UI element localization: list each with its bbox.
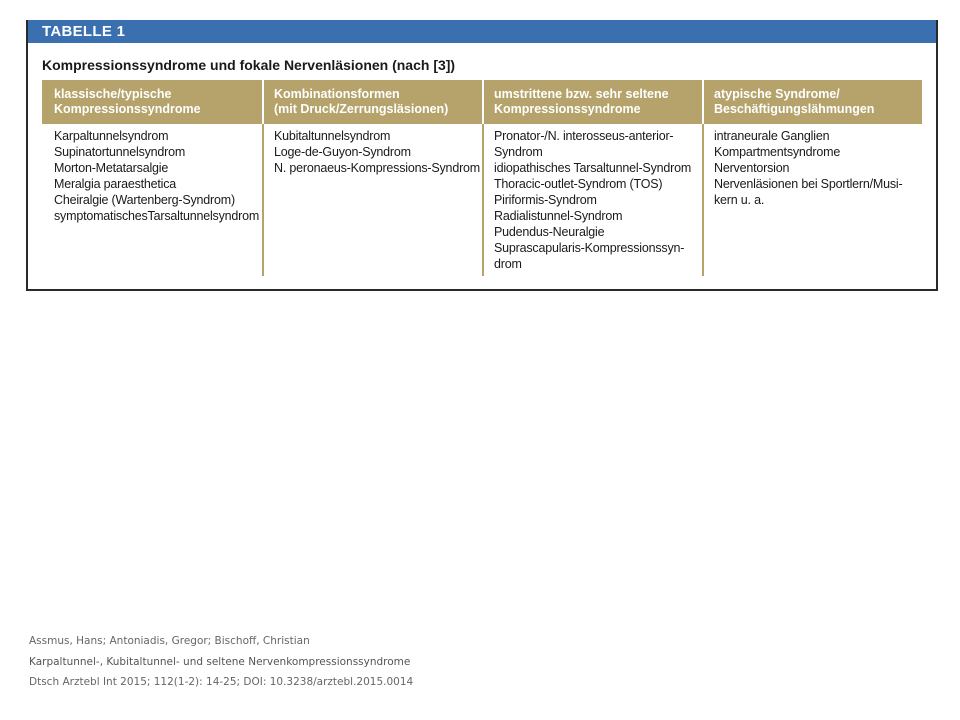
column-header-4-line2: Beschäftigungslähmungen	[714, 102, 875, 116]
column-header-2-line2: (mit Druck/Zerrungsläsionen)	[274, 102, 449, 116]
citation-authors: Assmus, Hans; Antoniadis, Gregor; Bischoff, Christian	[29, 635, 310, 647]
list-item: idiopathisches Tarsaltunnel-Syndrom	[494, 161, 692, 175]
list-item: Nerventorsion	[714, 161, 790, 175]
list-item: Pudendus-Neuralgie	[494, 225, 605, 239]
column-header-3-line1: umstrittene bzw. sehr seltene	[494, 87, 669, 101]
list-item: Syndrom	[494, 145, 543, 159]
citation-title: Karpaltunnel-, Kubitaltunnel- und seltene Nervenkompressionssyndrome	[29, 656, 411, 668]
list-item: intraneurale Ganglien	[714, 129, 830, 143]
list-item: Cheiralgie (Wartenberg-Syndrom)	[54, 193, 235, 207]
column-header-1-line1: klassische/typische	[54, 87, 172, 101]
column-header-4-line1: atypische Syndrome/	[714, 87, 840, 101]
table-title: Kompressionssyndrome und fokale Nervenläsionen (nach [3])	[42, 57, 456, 73]
table-banner	[28, 20, 936, 43]
list-item: Radialistunnel-Syndrom	[494, 209, 623, 223]
column-header-1-line2: Kompressionssyndrome	[54, 102, 201, 116]
column-3-list	[494, 128, 691, 272]
list-item: Piriformis-Syndrom	[494, 193, 597, 207]
column-header-2-line1: Kombinationsformen	[274, 87, 400, 101]
list-item: symptomatischesTarsaltunnelsyndrom	[54, 209, 260, 223]
column-header-1	[54, 87, 201, 117]
column-header-3-line2: Kompressionssyndrome	[494, 102, 641, 116]
list-item: Suprascapularis-Kompressionssyn-	[494, 241, 685, 255]
list-item: drom	[494, 257, 522, 271]
list-item: Thoracic-outlet-Syndrom (TOS)	[494, 177, 663, 191]
list-item: Meralgia paraesthetica	[54, 177, 177, 191]
list-item: kern u. a.	[714, 193, 765, 207]
column-4-list	[714, 128, 902, 208]
column-divider	[482, 124, 484, 276]
citation-source: Dtsch Arztebl Int 2015; 112(1-2): 14-25; DOI: 10.3238/arztebl.2015.0014	[29, 676, 414, 688]
list-item: Kompartmentsyndrome	[714, 145, 841, 159]
list-item: Pronator-/N. interosseus-anterior-	[494, 129, 674, 143]
column-divider	[262, 124, 264, 276]
list-item: Morton-Metatarsalgie	[54, 161, 169, 175]
list-item: Loge-de-Guyon-Syndrom	[274, 145, 411, 159]
column-1-list	[54, 128, 259, 224]
header-divider	[482, 80, 484, 124]
list-item: Karpaltunnelsyndrom	[54, 129, 169, 143]
column-header-4	[714, 87, 874, 117]
list-item: Nervenläsionen bei Sportlern/Musi-	[714, 177, 903, 191]
column-divider	[702, 124, 704, 276]
column-header-3	[494, 87, 669, 117]
column-2-list	[274, 128, 480, 176]
list-item: Supinatortunnelsyndrom	[54, 145, 186, 159]
header-divider	[262, 80, 264, 124]
column-header-2	[274, 87, 448, 117]
header-divider	[702, 80, 704, 124]
list-item: N. peronaeus-Kompressions-Syndrom	[274, 161, 480, 175]
list-item: Kubitaltunnelsyndrom	[274, 129, 391, 143]
table-label: TABELLE 1	[42, 23, 126, 40]
table-figure	[26, 20, 938, 291]
